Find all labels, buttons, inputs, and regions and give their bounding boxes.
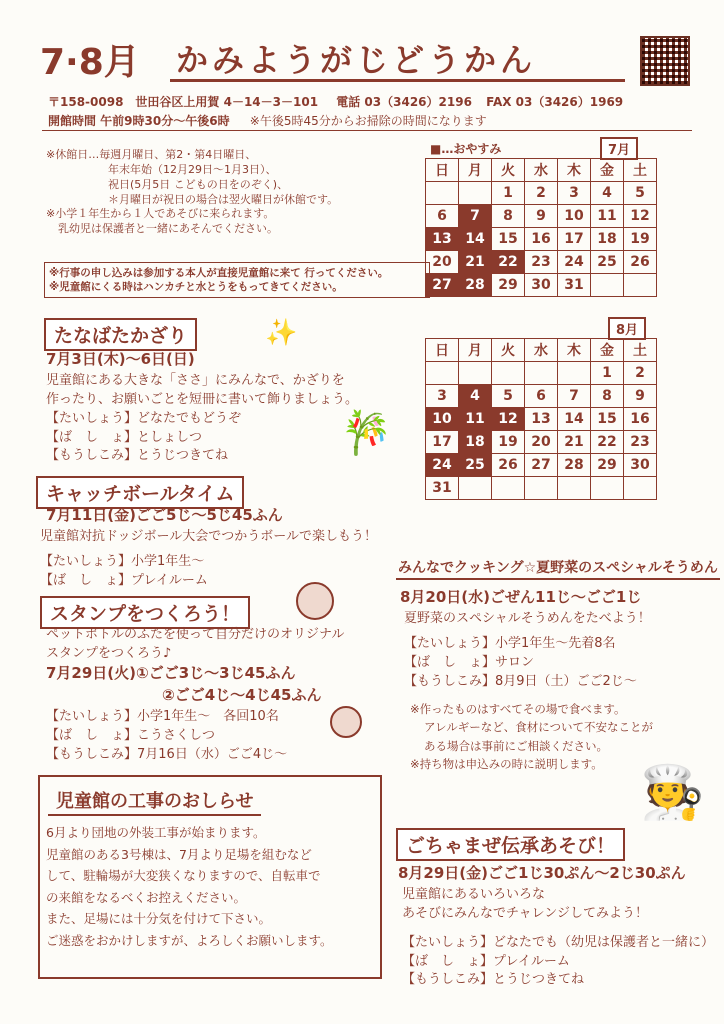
july-label: 7月: [600, 137, 638, 160]
calendar-day: 8: [591, 385, 624, 408]
cooking-date: 8月20日(水)ごぜん11じ～ごご1じ: [400, 588, 642, 606]
calendar-day: 15: [591, 408, 624, 431]
holiday-legend: ■…おやすみ: [430, 142, 502, 156]
calendar-july: [425, 158, 657, 297]
construction-line-1: 6月より団地の外装工事が始まります。: [46, 825, 266, 840]
weekday-header: 火: [492, 159, 525, 182]
calendar-day: 27: [426, 274, 459, 297]
calendar-day: 5: [492, 385, 525, 408]
calendar-day: 14: [558, 408, 591, 431]
cooking-note-1: ※作ったものはすべてその場で食べます。: [410, 702, 626, 716]
calendar-day: 21: [558, 431, 591, 454]
calendar-day: 29: [591, 454, 624, 477]
catchball-title: キャッチボールタイム: [36, 476, 244, 509]
calendar-day: 25: [591, 251, 624, 274]
calendar-day: 17: [558, 228, 591, 251]
construction-line-4: の来館をなるべくお控えください。: [46, 889, 247, 905]
calendar-day: 16: [624, 408, 657, 431]
stamp-desc: [46, 626, 344, 664]
page-title-months: 7·8月: [40, 42, 140, 83]
calendar-day: 23: [624, 431, 657, 454]
stamp-apply: 【もうしこみ】7月16日（水）ごご4じ～: [46, 746, 288, 762]
tanabata-date: 7月3日(木)～6日(日): [46, 350, 195, 368]
construction-line-3: して、駐輪場が大変狭くなりますので、自転車で: [46, 868, 321, 883]
calendar-day: 10: [558, 205, 591, 228]
calendar-day: 22: [591, 431, 624, 454]
phone: 電話 03（3426）2196: [336, 95, 472, 109]
stamp-title: スタンプをつくろう！: [40, 596, 250, 629]
tanabata-desc-1: 児童館にある大きな「ささ」にみんなで、かざりを: [46, 373, 345, 388]
calendar-day: 25: [459, 454, 492, 477]
traditional-desc: [402, 886, 714, 990]
calendar-day: 7: [558, 385, 591, 408]
fax: FAX 03（3426）1969: [486, 95, 624, 109]
closed-line-6: 乳幼児は保護者と一緒にあそんでください。: [58, 222, 278, 236]
weekday-header: 金: [591, 159, 624, 182]
calendar-day: [459, 182, 492, 205]
closed-line-5: ※小学１年生から１人であそびに来られます。: [46, 207, 275, 221]
tanabata-desc-2: 作ったり、お願いごとを短冊に書いて飾りましょう。: [46, 391, 359, 407]
tanabata-target: 【たいしょう】どなたでもどうぞ: [46, 410, 242, 426]
construction-line-6: ご迷惑をおかけしますが、よろしくお願いします。: [46, 932, 333, 948]
calendar-day: [624, 274, 657, 297]
traditional-apply: 【もうしこみ】とうじつきてね: [402, 972, 585, 988]
address-line: [48, 93, 623, 110]
stamp-desc-2: スタンプをつくろう♪: [46, 645, 172, 661]
cooking-place: 【ば し ょ】サロン: [404, 654, 535, 670]
calendar-day: 20: [426, 251, 459, 274]
closed-line-3: 祝日(5月5日 こどもの日をのぞく)、: [108, 177, 289, 191]
weekday-header: 金: [591, 339, 624, 362]
traditional-title: ごちゃまぜ伝承あそび！: [396, 828, 625, 861]
sparkle-icon: ✨: [265, 318, 298, 348]
traditional-place: 【ば し ょ】プレイルーム: [402, 953, 570, 969]
notice-line-2: ※児童館にくる時はハンカチと水とうをもってきてください。: [49, 281, 343, 294]
stamp-face-icon: [330, 706, 362, 738]
calendar-day: 14: [459, 228, 492, 251]
calendar-day: 31: [426, 477, 459, 500]
calendar-day: 15: [492, 228, 525, 251]
stamp-icon: [296, 582, 334, 620]
hours-line: [48, 112, 487, 129]
calendar-day: 3: [558, 182, 591, 205]
page-title-name: かみようがじどうかん: [170, 38, 625, 82]
notice-box: [44, 262, 430, 298]
traditional-target: 【たいしょう】どなたでも（幼児は保護者と一緒に）: [402, 934, 715, 950]
calendar-day: 30: [624, 454, 657, 477]
calendar-day: 26: [624, 251, 657, 274]
tanabata-place: 【ば し ょ】としょしつ: [46, 429, 203, 445]
weekday-header: 水: [525, 339, 558, 362]
calendar-day: [492, 362, 525, 385]
calendar-day: [558, 477, 591, 500]
weekday-header: 日: [426, 339, 459, 362]
calendar-day: 28: [459, 274, 492, 297]
calendar-day: [459, 477, 492, 500]
catchball-target: 【たいしょう】小学1年生～: [40, 553, 205, 569]
qr-code-icon: [640, 36, 690, 86]
calendar-day: 31: [558, 274, 591, 297]
calendar-day: [426, 362, 459, 385]
cooking-apply: 【もうしこみ】8月9日（土）ごご2じ～: [404, 673, 637, 689]
stamp-date-1: 7月29日(火)①ごご3じ～3じ45ふん: [46, 664, 296, 682]
calendar-day: 9: [525, 205, 558, 228]
construction-line-5: また、足場には十分気を付けて下さい。: [46, 911, 272, 926]
traditional-desc-2: あそびにみんなでチャレンジしてみよう！: [402, 905, 648, 921]
opening-hours: 開館時間 午前9時30分～午後6時: [48, 114, 230, 128]
calendar-day: 21: [459, 251, 492, 274]
calendar-day: 11: [591, 205, 624, 228]
calendar-day: 10: [426, 408, 459, 431]
calendar-august: [425, 338, 657, 500]
calendar-day: [426, 182, 459, 205]
cooking-note-4: ※持ち物は申込みの時に説明します。: [410, 757, 603, 772]
stamp-details: [46, 708, 287, 765]
calendar-day: 29: [492, 274, 525, 297]
address: 〒158-0098 世田谷区上用賀 4－14－3－101: [48, 95, 319, 109]
calendar-day: [624, 477, 657, 500]
closed-line-4: ＊月曜日が祝日の場合は翌火曜日が休館です。: [108, 192, 339, 206]
closed-day-info: [46, 148, 338, 237]
notice-line-1: ※行事の申し込みは参加する本人が直接児童館に来て 行ってください。: [49, 267, 389, 279]
calendar-day: 20: [525, 431, 558, 454]
calendar-day: 23: [525, 251, 558, 274]
calendar-day: 2: [624, 362, 657, 385]
calendar-day: 27: [525, 454, 558, 477]
weekday-header: 木: [558, 159, 591, 182]
calendar-day: [591, 477, 624, 500]
weekday-header: 火: [492, 339, 525, 362]
calendar-day: 6: [426, 205, 459, 228]
august-label: 8月: [608, 317, 646, 340]
calendar-day: 22: [492, 251, 525, 274]
cooking-desc-1: 夏野菜のスペシャルそうめんをたべよう！: [404, 611, 651, 626]
calendar-day: 8: [492, 205, 525, 228]
cooking-notes: [410, 700, 653, 774]
weekday-header: 日: [426, 159, 459, 182]
calendar-day: 7: [459, 205, 492, 228]
weekday-header: 土: [624, 339, 657, 362]
calendar-day: 26: [492, 454, 525, 477]
calendar-day: 2: [525, 182, 558, 205]
stamp-date-2: ②ごご4じ～4じ45ふん: [162, 686, 322, 704]
catchball-place: 【ば し ょ】プレイルーム: [40, 572, 208, 588]
tanabata-desc: [46, 372, 358, 466]
cooking-desc: [404, 610, 651, 691]
calendar-day: 9: [624, 385, 657, 408]
header-divider: [42, 130, 692, 131]
weekday-header: 木: [558, 339, 591, 362]
catchball-desc-1: 児童館対抗ドッジボール大会でつかうボールで楽しもう！: [40, 529, 377, 544]
cooking-title: みんなでクッキング☆夏野菜のスペシャルそうめん: [396, 556, 720, 580]
calendar-day: 3: [426, 385, 459, 408]
stamp-place: 【ば し ょ】こうさくしつ: [46, 727, 216, 743]
calendar-day: [459, 362, 492, 385]
calendar-day: 4: [591, 182, 624, 205]
construction-line-2: 児童館のある3号棟は、7月より足場を組むなど: [46, 846, 312, 862]
calendar-day: 24: [558, 251, 591, 274]
calendar-day: 19: [624, 228, 657, 251]
calendar-day: 17: [426, 431, 459, 454]
calendar-day: 1: [492, 182, 525, 205]
calendar-day: 19: [492, 431, 525, 454]
catchball-desc: [40, 528, 377, 591]
calendar-day: 18: [459, 431, 492, 454]
stamp-target: 【たいしょう】小学1年生～ 各回10名: [46, 709, 279, 724]
tanabata-apply: 【もうしこみ】とうじつきてね: [46, 448, 229, 464]
weekday-header: 土: [624, 159, 657, 182]
closed-line-2: 年末年始（12月29日～1月3日）、: [108, 162, 277, 176]
calendar-day: [591, 274, 624, 297]
calendar-day: 13: [525, 408, 558, 431]
construction-title: 児童館の工事のおしらせ: [48, 786, 261, 816]
calendar-day: 16: [525, 228, 558, 251]
weekday-header: 月: [459, 339, 492, 362]
construction-body: [46, 822, 333, 951]
calendar-day: 1: [591, 362, 624, 385]
traditional-date: 8月29日(金)ごご1じ30ぷん～2じ30ぷん: [398, 864, 686, 882]
calendar-day: [492, 477, 525, 500]
calendar-day: 30: [525, 274, 558, 297]
calendar-day: 12: [624, 205, 657, 228]
calendar-day: 12: [492, 408, 525, 431]
tanabata-title: たなばたかざり: [44, 318, 197, 351]
calendar-day: [525, 477, 558, 500]
closed-line-1: ※休館日…毎週月曜日、第2・第4日曜日、: [46, 148, 257, 161]
calendar-day: 11: [459, 408, 492, 431]
stamp-desc-1: ペットボトルのふたを使って自分だけのオリジナル: [46, 627, 345, 642]
cooking-note-2: アレルギーなど、食材について不安なことが: [424, 720, 654, 735]
calendar-day: [525, 362, 558, 385]
calendar-day: 28: [558, 454, 591, 477]
bamboo-icon: 🎋: [340, 408, 393, 457]
calendar-day: 5: [624, 182, 657, 205]
calendar-day: 13: [426, 228, 459, 251]
calendar-day: 6: [525, 385, 558, 408]
calendar-day: 18: [591, 228, 624, 251]
weekday-header: 水: [525, 159, 558, 182]
calendar-day: 4: [459, 385, 492, 408]
weekday-header: 月: [459, 159, 492, 182]
calendar-day: [558, 362, 591, 385]
cook-character-icon: 🧑‍🍳: [640, 763, 705, 823]
calendar-day: 24: [426, 454, 459, 477]
cleaning-note: ※午後5時45分からお掃除の時間になります: [249, 114, 487, 128]
catchball-date: 7月11日(金)ごご5じ～5じ45ふん: [46, 506, 283, 524]
cooking-target: 【たいしょう】小学1年生～先着8名: [404, 635, 616, 651]
traditional-desc-1: 児童館にあるいろいろな: [402, 887, 546, 902]
cooking-note-3: ある場合は事前にご相談ください。: [424, 738, 608, 753]
